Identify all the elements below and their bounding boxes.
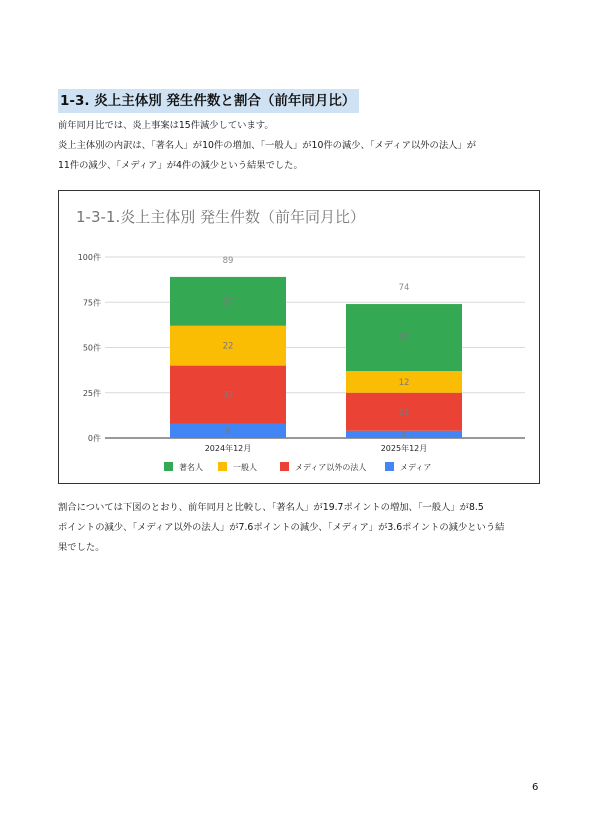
y-tick-label: 75件 bbox=[82, 298, 101, 308]
y-tick-label: 100件 bbox=[77, 253, 101, 262]
data-label: 4 bbox=[401, 430, 407, 441]
page-number: 6 bbox=[532, 782, 539, 793]
paragraph-line: 割合については下図のとおり、前年同月と比較し、「著名人」が19.7ポイントの増加、「一般人」が8.5 bbox=[58, 502, 484, 513]
paragraph-line: 11件の減少、「メディア」が4件の減少という結果でした。 bbox=[58, 160, 303, 171]
y-tick-label: 0件 bbox=[87, 434, 101, 443]
chart-title: 1-3-1.炎上主体別 発生件数（前年同月比） bbox=[76, 208, 365, 226]
data-label: 21 bbox=[398, 407, 410, 418]
data-label: 32 bbox=[222, 390, 234, 401]
paragraph-line: 果でした。 bbox=[58, 542, 105, 553]
total-label: 89 bbox=[222, 255, 234, 266]
section-heading: 1-3. 炎上主体別 発生件数と割合（前年同月比） bbox=[58, 89, 359, 113]
x-tick-label: 2024年12月 bbox=[204, 444, 252, 453]
data-label: 8 bbox=[225, 426, 231, 437]
legend-label: メディア bbox=[400, 463, 432, 472]
legend-label: 著名人 bbox=[179, 463, 203, 472]
chart-frame bbox=[58, 190, 540, 484]
y-tick-label: 50件 bbox=[82, 343, 101, 353]
legend-swatch bbox=[218, 462, 227, 471]
total-label: 74 bbox=[398, 283, 410, 294]
legend-swatch bbox=[385, 462, 394, 471]
legend-label: メディア以外の法人 bbox=[295, 463, 367, 472]
paragraph-line: 前年同月比では、炎上事案は15件減少しています。 bbox=[58, 120, 274, 131]
legend-label: 一般人 bbox=[233, 463, 257, 472]
x-tick-label: 2025年12月 bbox=[380, 444, 428, 453]
data-label: 37 bbox=[398, 333, 410, 344]
data-label: 22 bbox=[222, 341, 234, 352]
data-label: 12 bbox=[398, 377, 410, 388]
y-tick-label: 25件 bbox=[82, 388, 101, 398]
paragraph-line: 炎上主体別の内訳は、「著名人」が10件の増加、「一般人」が10件の減少、「メディア以外の法人」が bbox=[58, 140, 477, 151]
stacked-bar-chart bbox=[59, 191, 539, 483]
paragraph-line: ポイントの減少、「メディア以外の法人」が7.6ポイントの減少、「メディア」が3.6ポイントの減少という結 bbox=[58, 522, 505, 533]
legend-swatch bbox=[280, 462, 289, 471]
data-label: 27 bbox=[222, 297, 234, 308]
legend-swatch bbox=[164, 462, 173, 471]
